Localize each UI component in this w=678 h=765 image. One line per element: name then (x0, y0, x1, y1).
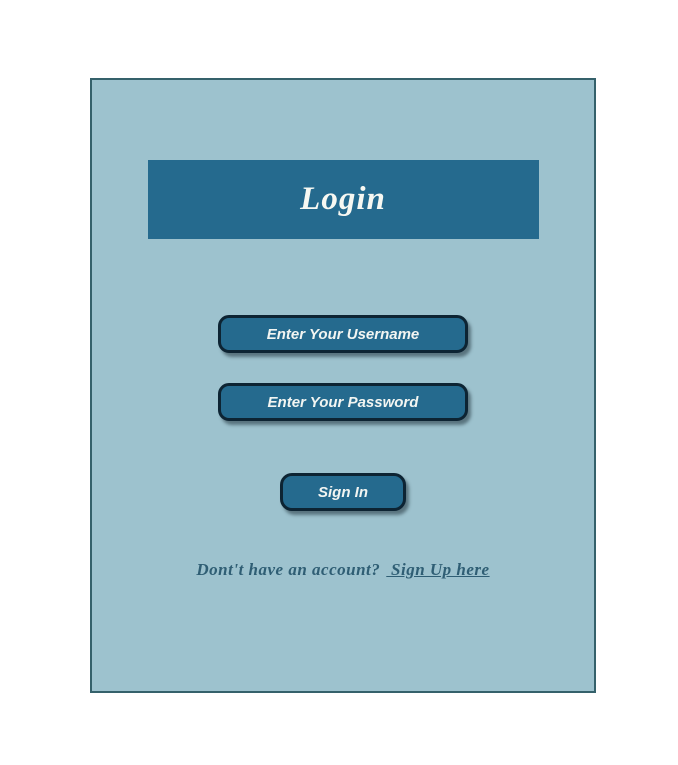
sign-up-link[interactable]: Sign Up here (386, 560, 490, 579)
signup-row (196, 560, 489, 580)
sign-in-button[interactable]: Sign In (280, 473, 406, 511)
username-input[interactable] (218, 315, 468, 353)
signup-prompt-text: Dont't have an account? (196, 560, 381, 579)
password-input[interactable] (218, 383, 468, 421)
login-header-banner (148, 160, 539, 239)
login-card (90, 78, 596, 693)
page-title: Login (300, 181, 386, 217)
